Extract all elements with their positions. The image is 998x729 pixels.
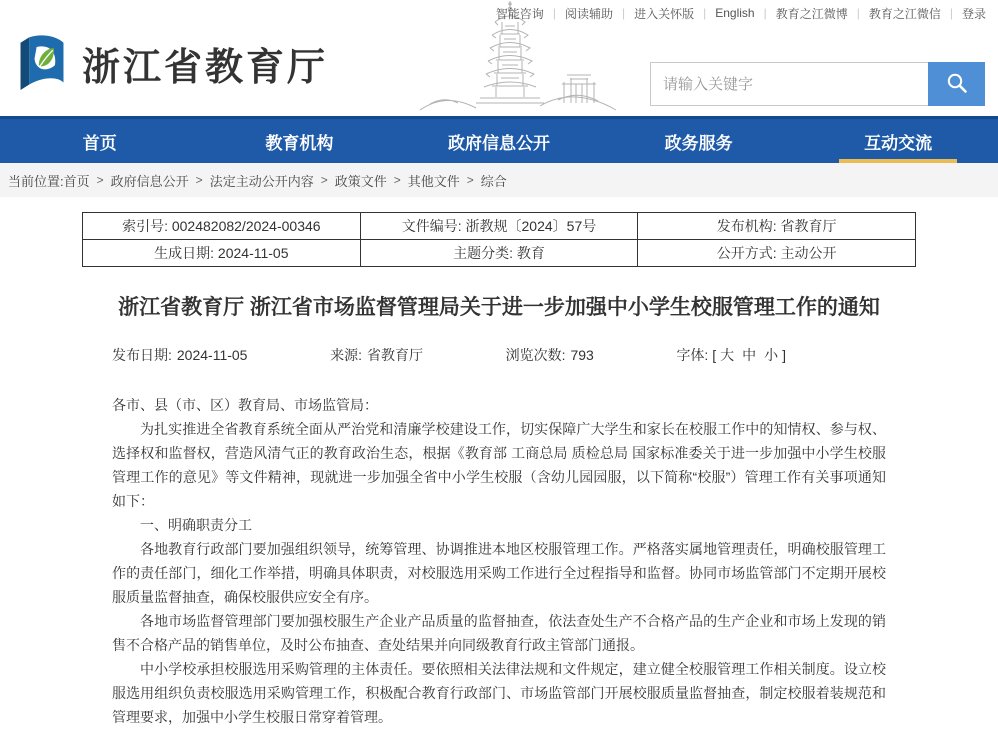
view-count-value: 793: [570, 347, 594, 363]
font-medium-button[interactable]: 中: [742, 347, 757, 363]
topbar-link-accessibility[interactable]: 进入关怀版: [634, 6, 695, 21]
topbar-link-weibo[interactable]: 教育之江微博: [775, 6, 848, 21]
nav-item-label: 教育机构: [265, 133, 334, 153]
search-input[interactable]: [650, 62, 928, 106]
cell-creation-date: 生成日期: 2024-11-05: [83, 240, 361, 267]
breadcrumb-item-comprehensive[interactable]: 综合: [480, 173, 507, 189]
separator: |: [703, 6, 707, 20]
font-small-button[interactable]: 小: [764, 347, 779, 363]
separator: |: [552, 6, 556, 20]
breadcrumb-separator: >: [195, 173, 203, 187]
header: [0, 26, 998, 116]
cell-disclosure-method: 公开方式: 主动公开: [638, 240, 916, 267]
nav-item-gov-info-disclosure[interactable]: [399, 119, 599, 163]
article-body: [0, 393, 998, 729]
breadcrumb-separator: >: [320, 173, 328, 187]
breadcrumb-item-policy-documents[interactable]: 政策文件: [334, 173, 387, 189]
topbar-link-wechat[interactable]: 教育之江微信: [868, 6, 941, 21]
nav-item-home[interactable]: [0, 119, 200, 163]
paragraph: 各地市场监督管理部门要加强校服生产企业产品质量的监督抽查，依法查处生产不合格产品的生产企业和市场上发现的销售不合格产品的销售单位，及时公布抽查、查处结果并向同级教育行政主管部门通报。: [112, 613, 886, 653]
breadcrumb: [0, 163, 998, 197]
nav-item-education-institutions[interactable]: [200, 119, 400, 163]
table-row: [83, 213, 916, 240]
breadcrumb-item-info-disclosure[interactable]: 政府信息公开: [110, 173, 189, 189]
font-size-widget: [676, 345, 786, 365]
breadcrumb-separator: >: [96, 173, 104, 187]
view-count-label: 浏览次数:: [505, 347, 566, 363]
page-title: 浙江省教育厅 浙江省市场监督管理局关于进一步加强中小学生校服管理工作的通知: [118, 296, 880, 319]
separator: |: [856, 6, 860, 20]
paragraph-section-heading: 一、明确职责分工: [140, 517, 252, 533]
publish-date-label: 发布日期:: [112, 347, 172, 363]
nav-item-label: 首页: [82, 133, 117, 153]
topbar-link-login[interactable]: 登录: [961, 6, 986, 21]
source-value: 省教育厅: [366, 347, 423, 363]
article-meta: [0, 345, 998, 365]
paragraph: 各地教育行政部门要加强组织领导，统筹管理、协调推进本地区校服管理工作。严格落实属地管理责任，明确校服管理工作的责任部门，细化工作举措，明确具体职责，对校服选用采购工作进行全过程指导和监督。协同市场监管部门不定期开展校服质量监督抽查，确保校服供应安全有序。: [112, 541, 886, 605]
topbar-link-reading-aid[interactable]: 阅读辅助: [564, 6, 613, 21]
doc-meta-table: [82, 212, 916, 267]
breadcrumb-item-other-documents[interactable]: 其他文件: [407, 173, 460, 189]
breadcrumb-separator: >: [393, 173, 401, 187]
view-count: [506, 345, 594, 365]
nav-item-interaction[interactable]: [798, 119, 998, 163]
nav-active-underline: [839, 159, 957, 163]
font-size-label: 字体:: [676, 347, 709, 363]
topbar-link-smart-consult[interactable]: 智能咨询: [495, 6, 544, 21]
breadcrumb-item-statutory-disclosure[interactable]: 法定主动公开内容: [209, 173, 314, 189]
topbar: [0, 0, 998, 26]
font-large-button[interactable]: 大: [720, 347, 735, 363]
site-name: 浙江省教育厅: [82, 47, 329, 89]
main-nav: [0, 116, 998, 163]
search-bar: [650, 62, 985, 106]
cell-document-number: 文件编号: 浙教规〔2024〕57号: [360, 213, 638, 240]
site-logo[interactable]: [16, 32, 328, 95]
search-button[interactable]: [928, 62, 985, 106]
cell-topic-category: 主题分类: 教育: [360, 240, 638, 267]
source: [330, 345, 423, 365]
nav-item-gov-services[interactable]: [599, 119, 799, 163]
topbar-link-english[interactable]: English: [715, 6, 755, 20]
nav-item-label: 互动交流: [864, 133, 933, 153]
separator: |: [621, 6, 626, 20]
nav-item-label: 政府信息公开: [447, 133, 550, 153]
breadcrumb-item-home[interactable]: 首页: [63, 173, 90, 189]
paragraph: 为扎实推进全省教育系统全面从严治党和清廉学校建设工作，切实保障广大学生和家长在校服工作中的知情权、参与权、选择权和监督权，营造风清气正的教育政治生态，根据《教育部 工商总局 质检总局 国家标准委关于进一步加强中小学生校服管理工作的意见》等文件精神，现就进一步加强全省中小学生校服（含幼儿园园服，以下简称“校服”）管理工作有关事项通知如下：: [112, 421, 886, 509]
publish-date-value: 2024-11-05: [176, 347, 248, 363]
publish-date: [112, 345, 247, 365]
cell-index-number: 索引号: 002482082/2024-00346: [83, 213, 361, 240]
cell-issuing-agency: 发布机构: 省教育厅: [638, 213, 916, 240]
bracket: ]: [782, 347, 786, 363]
paragraph: 中小学校承担校服选用采购管理的主体责任。要依照相关法律法规和文件规定，建立健全校服管理工作相关制度。设立校服选用组织负责校服选用采购管理工作，积极配合教育行政部门、市场监管部门开展校服质量监督抽查，制定校服着装规范和管理要求，加强中小学生校服日常穿着管理。: [112, 661, 886, 725]
search-icon: [945, 71, 969, 98]
bracket: [: [712, 347, 717, 363]
logo-book-icon: [16, 32, 68, 95]
paragraph-salutation: 各市、县（市、区）教育局、市场监管局：: [112, 397, 378, 413]
source-label: 来源:: [330, 347, 362, 363]
table-row: [83, 240, 916, 267]
separator: |: [763, 6, 767, 20]
breadcrumb-separator: >: [466, 173, 474, 187]
separator: |: [949, 6, 953, 20]
nav-item-label: 政务服务: [664, 133, 733, 153]
breadcrumb-prefix: 当前位置:: [8, 173, 64, 189]
